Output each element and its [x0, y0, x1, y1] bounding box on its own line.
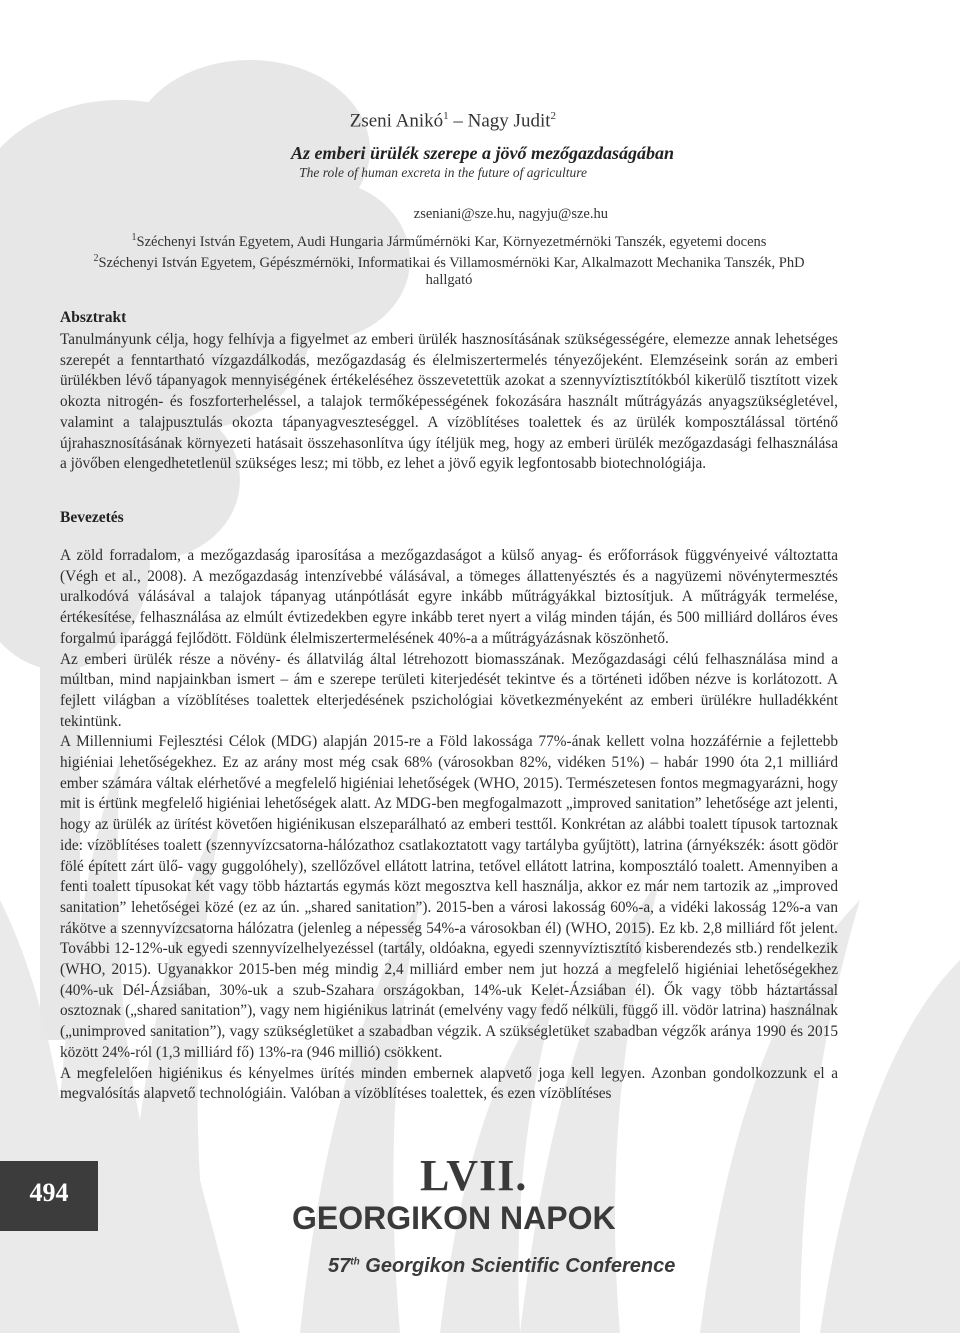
author-2: Nagy Judit [467, 110, 551, 132]
footer-conference [328, 1255, 675, 1278]
author-emails: zseniani@sze.hu, nagyju@sze.hu [413, 206, 608, 222]
abstract-text [60, 330, 838, 475]
abstract-heading: Absztrakt [60, 309, 127, 326]
affiliation-2-continued: hallgató [425, 272, 473, 288]
affiliation-2-mark: 2 [93, 253, 99, 264]
conference-name: Georgikon Scientific Conference [359, 1255, 676, 1277]
author-1: Zseni Anikó [349, 110, 444, 132]
footer-edition: LVII. [420, 1151, 528, 1200]
intro-paragraph-4: A megfelelően higiénikus és kényelmes ürítés minden embernek alapvető joga kell legyen. Azonban gondolkozzunk el a megvalósítás alapvető technológiáin. Valóban a vízöblítéses toalettek, és ezen vízöblítéses [60, 1064, 838, 1103]
affiliation-2-text: Széchenyi István Egyetem, Gépészmérnöki, Informatikai és Villamosmérnöki Kar, Alkalmazott Mechanika Tanszék, PhD [98, 254, 805, 271]
intro-paragraph-2: Az emberi ürülék része a növény- és állatvilág által létrehozott biomasszának. Mezőgazdasági célú felhasználása mind a múltban, mind napjainkban ismert – ám e szerepe területi kiterjedését tekintve és a történeti időben nézve is korlátozott. A fejlett világban a vízöblítéses toalettek elterjedésének pszichológiai következményeként az emberi ürülékre hulladékként tekintünk. [60, 650, 838, 730]
affiliation-1-text: Széchenyi István Egyetem, Audi Hungaria Járműmérnöki Kar, Környezetmérnöki Tanszék, egyetemi docens [136, 233, 767, 250]
conference-number: 57 [328, 1255, 351, 1277]
introduction-heading: Bevezetés [60, 509, 124, 526]
paper-title: Az emberi ürülék szerepe a jövő mezőgazdaságában [290, 143, 674, 163]
affiliation-1-mark: 1 [131, 232, 137, 243]
abstract-paragraph: Tanulmányunk célja, hogy felhívja a figyelmet az emberi ürülék hasznosításának szükségességére, elemezze annak lehetséges szerepét a fenntartható vízgazdálkodás, mezőgazdaság és élelmiszertermelés tényezőjeként. Elemzéseink során az emberi ürülékben lévő tápanyagok mennyiségének értékeléséhez összevetettük azokat a szennyvíztisztítókból kikerülő tisztított vizek okozta nitrogén- és foszforterheléssel, a talajok termőképességének fokozására használt műtrágyázás anyagszükségletével, valamint a talajpusztulás okozta tápanyagveszteséggel. A vízöblítéses toalettek és az ürülék komposztálással történő újrahasznosításának környezeti hatásait összehasonlítva úgy ítéljük meg, hogy az emberi ürülék mezőgazdasági felhasználása a jövőben elengedhetetlenül szükséges lesz; mi több, ez lehet a jövő egyik legfontosabb biotechnológiája. [60, 331, 838, 473]
intro-paragraph-1: A zöld forradalom, a mezőgazdaság iparosítása a mezőgazdaságot a külső anyag- és erőforrások függvényeivé változtatta (Végh et al., 2008). A mezőgazdaság intenzívebbé válásával, a tömeges állattenyésztés és a nagyüzemi növénytermesztés uralkodóvá válásával a talajok tápanyag utánpótlását egyre inkább műtrágyákkal biztosítjuk. A műtrágyák termelése, értékesítése, felhasználása az elmúlt évtizedekben egyre inkább teret nyert a világ minden táján, és 500 milliárd dolláros éves forgalmú iparággá fejlődött. Földünk élelmiszertermelésének 40%-a a műtrágyázásnak köszönhető. [60, 547, 838, 647]
authors-line [60, 110, 838, 132]
author-separator: – [448, 110, 468, 132]
introduction-text [60, 546, 838, 1105]
footer-event-name: GEORGIKON NAPOK [292, 1200, 616, 1236]
author-1-affil-mark: 1 [443, 110, 449, 122]
intro-paragraph-3: A Millenniumi Fejlesztési Célok (MDG) alapján 2015-re a Föld lakossága 77%-ának kellett volna hozzáférnie a fejlettebb higiéniai lehetőségekhez. Ez az arány most még csak 68% (városokban 82%, vidéken 51%) – habár 1990 óta 2,1 milliárd ember számára váltak elérhetővé a megfelelő higiéniai lehetőségek (WHO, 2015). Természetesen fontos megmagyarázni, hogy mit is értünk megfelelő higiéniai lehetőségek alatt. Az MDG-ben megfogalmazott „improved sanitation” lehetősége azt jelenti, hogy az ürülék az ürítést követően higiénikusan elszeparálható az emberi testtől. Konkrétan az alábbi toalett típusok tartoznak ide: vízöblítéses toalett (szennyvízcsatorna-hálózathoz csatlakoztatott vagy tartályba gyűjtött), latrina (árnyékszék: ásott gödör fölé épített zárt ülő- vagy guggolóhely), szellőzővel ellátott latrina, tetővel ellátott latrina, komposztáló toalett. Amennyiben a fenti toalett típusokat két vagy több háztartás egymás közt megosztva kell használja, akkor ez már nem tartozik az „improved sanitation” lehetőségei közé (ez az ún. „shared sanitation”). 2015-ben a városi lakosság 60%-a, a vidéki lakosság 12%-a van rákötve a szennyvízcsatorna hálózatra (jelenleg a népesség 54%-a városokban él) (WHO, 2015). Ez kb. 2,8 milliárd főt jelent. További 12-12%-uk egyedi szennyvízelhelyezéssel (tartály, oldóakna, egyedi szennyvíztisztító kisberendezés stb.) rendelkezik (WHO, 2015). Ugyanakkor 2015-ben még mindig 2,4 milliárd ember nem jut hozzá a megfelelő higiéniai lehetőségekhez (40%-uk Dél-Ázsiában, 30%-uk a szub-Szahara országokban, 14%-uk Kelet-Ázsiában él). Ők vagy több háztartással osztoznak („shared sanitation”), vagy nem higiénikus latrinát (emelvény vagy fedő nélküli, függő ill. vödör latrina) használnak („unimproved sanitation”), vagy szükségletüket a szabadban végzik. A szükségletüket szabadban végzők aránya 1990 és 2015 között 24%-ról (1,3 milliárd fő) 13%-ra (946 millió) csökkent. [60, 733, 838, 1061]
paper-title-english: The role of human excreta in the future of agriculture [299, 165, 587, 180]
conference-ordinal: th [350, 1256, 360, 1268]
page-number: 494 [29, 1178, 69, 1207]
author-2-affil-mark: 2 [550, 110, 556, 122]
